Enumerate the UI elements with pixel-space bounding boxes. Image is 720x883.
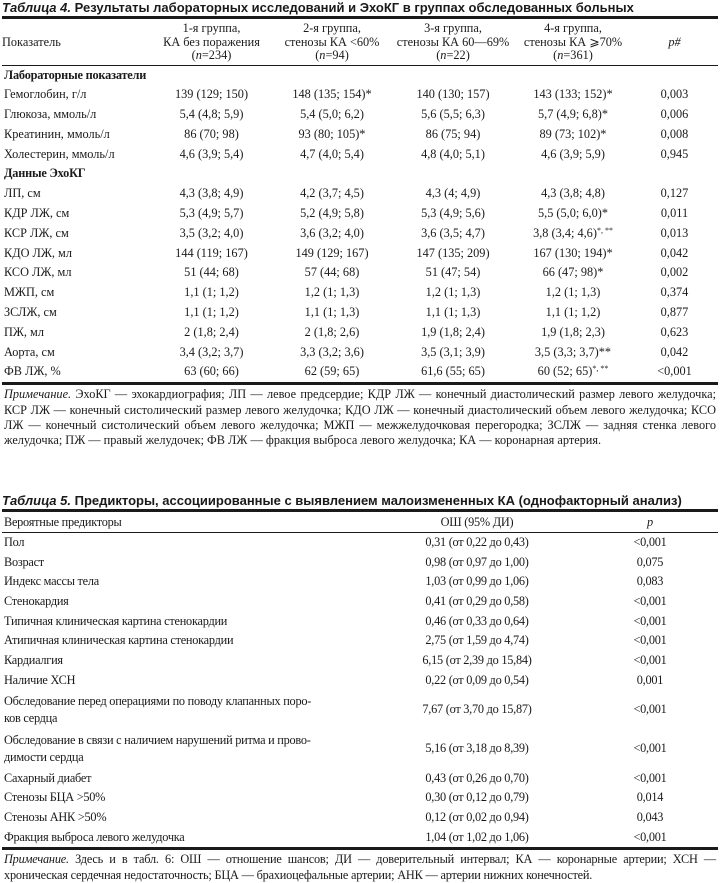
table4 [2, 16, 718, 385]
group1-label: 1-я группа, [182, 21, 241, 35]
p-value: 0,002 [660, 265, 689, 280]
predictor-name: Индекс массы тела [4, 574, 99, 589]
group4-label: 4-я группа, [544, 21, 602, 35]
table5-body [2, 532, 718, 848]
group3-value: 4,8 (4,0; 5,1) [421, 146, 485, 161]
group3-label: 3-я группа, [424, 21, 482, 35]
table4-row [2, 125, 718, 145]
indicator-name: Холестерин, ммоль/л [4, 146, 115, 161]
group1-value: 5,3 (4,9; 5,7) [179, 206, 244, 221]
group2-n-label: n [319, 48, 326, 62]
table4-header-row [2, 18, 718, 66]
group4-value: 1,2 (1; 1,3) [545, 285, 601, 300]
p-value: 0,014 [636, 790, 664, 805]
table5-row [2, 553, 718, 573]
p-value: 0,075 [636, 554, 664, 569]
table4-section-row [2, 65, 718, 85]
predictor-name-line2: димости сердца [4, 750, 84, 764]
table4-note [2, 387, 718, 449]
group3-value: 147 (135; 209) [416, 245, 490, 260]
group2-value: 3,6 (3,2; 4,0) [300, 225, 364, 240]
significance-mark: *, ** [592, 364, 609, 374]
table5-header-predictor: Вероятные предикторы [2, 510, 372, 532]
group1-value: 5,4 (4,8; 5,9) [179, 107, 244, 122]
p-value: 0,043 [636, 809, 664, 824]
table5-row [2, 592, 718, 612]
indicator-name: КДО ЛЖ, мл [4, 245, 72, 260]
odds-ratio: 1,03 (от 0,99 до 1,06) [425, 574, 529, 589]
predictor-name: Наличие ХСН [4, 672, 76, 687]
p-value: 0,003 [660, 87, 689, 102]
table5-caption [2, 493, 718, 508]
predictor-name-line1: Обследование в связи с наличием нарушений ритма и прово- [4, 732, 311, 747]
group2-value: 93 (80; 105)* [298, 126, 366, 141]
group3-value: 1,9 (1,8; 2,4) [421, 324, 485, 339]
table5-title: Предикторы, ассоциированные с выявлением малоизмененных КА (однофакторный анализ) [71, 492, 682, 508]
group4-value: 4,6 (3,9; 5,9) [541, 146, 605, 161]
predictor-name: Возраст [4, 554, 44, 569]
group4-desc: стенозы КА ⩾70% [523, 34, 623, 49]
p-value: <0,001 [633, 593, 667, 608]
table5 [2, 509, 718, 850]
group1-value: 139 (129; 150) [174, 87, 249, 102]
p-value: <0,001 [633, 534, 667, 549]
group1-value: 86 (70; 98) [184, 126, 239, 141]
group3-value: 5,3 (4,9; 5,6) [421, 206, 485, 221]
table4-header-indicator: Показатель [2, 18, 150, 66]
p-value: <0,001 [633, 653, 667, 668]
group3-value: 1,1 (1; 1,3) [425, 305, 481, 320]
indicator-name: Гемоглобин, г/л [4, 87, 87, 102]
table4-row [2, 224, 718, 244]
table5-row [2, 671, 718, 691]
predictor-name: Фракция выброса левого желудочка [2, 828, 372, 849]
group1-value: 3,5 (3,2; 4,0) [179, 225, 244, 240]
table4-caption [2, 0, 718, 15]
table4-row [2, 105, 718, 125]
predictor-name: Пол [4, 534, 25, 549]
group4-value: 89 (73; 102)* [539, 126, 607, 141]
table4-header-group2: 2-я группа, стенозы КА <60% (n=94) [273, 18, 391, 66]
table4-row [2, 343, 718, 363]
p-value: 0,877 [660, 305, 689, 320]
table4-section-row [2, 164, 718, 184]
odds-ratio: 2,75 (от 1,59 до 4,74) [425, 633, 529, 648]
odds-ratio: 0,30 (от 0,12 до 0,79) [425, 790, 529, 805]
p-value: 0,623 [660, 324, 689, 339]
group2-value: 5,2 (4,9; 5,8) [300, 206, 364, 221]
odds-ratio: 0,41 (от 0,29 до 0,58) [425, 593, 529, 608]
p-value: 0,006 [660, 107, 689, 122]
group4-n-label: n [557, 48, 564, 62]
group3-value: 3,6 (3,5; 4,7) [421, 225, 485, 240]
group4-value: 167 (130; 194)* [533, 245, 613, 260]
group1-value: 144 (119; 167) [175, 245, 248, 260]
table5-number: Таблица 5. [2, 492, 71, 508]
group1-n-label: n [195, 48, 202, 62]
group4-value: 5,7 (4,9; 6,8)* [537, 107, 609, 122]
group4-value: 3,5 (3,3; 3,7)** [534, 344, 612, 359]
indicator-name: ЗСЛЖ, см [4, 305, 57, 320]
odds-ratio: 5,16 (от 3,18 до 8,39) [425, 741, 529, 756]
indicator-name: Глюкоза, ммоль/л [4, 107, 97, 122]
group1-value: 4,6 (3,9; 5,4) [179, 146, 244, 161]
predictor-name: Кардиалгия [4, 653, 63, 668]
table4-row [2, 204, 718, 224]
table4-body [2, 65, 718, 384]
p-value: 0,083 [636, 574, 664, 589]
table5-header-or: ОШ (95% ДИ) [372, 510, 582, 532]
group3-value: 5,6 (5,5; 6,3) [421, 107, 485, 122]
p-value: 0,008 [660, 126, 689, 141]
group3-value: 3,5 (3,1; 3,9) [421, 344, 485, 359]
odds-ratio: 0,31 (от 0,22 до 0,43) [425, 534, 529, 549]
table4-header-group1: 1-я группа, КА без поражения (n=234) [150, 18, 273, 66]
group2-value: 1,1 (1; 1,3) [304, 305, 360, 320]
table5-row [2, 788, 718, 808]
odds-ratio: 1,04 (от 1,02 до 1,06) [372, 828, 582, 849]
group2-n-value: =94 [325, 48, 345, 62]
table5-note [2, 852, 718, 883]
table4-header-p: p# [631, 18, 718, 66]
p-value: 0,945 [660, 146, 689, 161]
indicator-name: ФВ ЛЖ, % [2, 362, 150, 383]
table5-row [2, 828, 718, 849]
group4-value: 4,3 (3,8; 4,8) [541, 186, 605, 201]
indicator-name: Креатинин, ммоль/л [4, 126, 110, 141]
group2-value: 5,4 (5,0; 6,2) [300, 107, 364, 122]
table4-title: Результаты лабораторных исследований и ЭхоКГ в группах обследованных больных [71, 0, 634, 15]
odds-ratio: 0,98 (от 0,97 до 1,00) [425, 554, 529, 569]
p-value: 0,001 [636, 672, 664, 687]
group2-value: 62 (59; 65) [273, 362, 391, 383]
table5-row [2, 691, 718, 730]
table4-row [2, 303, 718, 323]
indicator-name: Аорта, см [4, 344, 55, 359]
group1-value: 1,1 (1; 1,2) [184, 305, 239, 320]
group2-label: 2-я группа, [303, 21, 361, 35]
table5-row [2, 532, 718, 552]
group2-value: 57 (44; 68) [304, 265, 360, 280]
table5-row [2, 808, 718, 828]
table5-row [2, 572, 718, 592]
group1-desc: КА без поражения [163, 34, 260, 49]
predictor-name: Стенозы АНК >50% [4, 809, 107, 824]
group4-value [515, 362, 631, 383]
group2-value: 4,7 (4,0; 5,4) [300, 146, 364, 161]
table5-row [2, 651, 718, 671]
odds-ratio: 0,22 (от 0,09 до 0,54) [425, 672, 529, 687]
group3-value: 51 (47; 54) [425, 265, 481, 280]
group4-value: 1,1 (1; 1,2) [545, 305, 601, 320]
group2-value: 2 (1,8; 2,6) [304, 324, 360, 339]
group3-value: 86 (75; 94) [425, 126, 481, 141]
table4-row [2, 263, 718, 283]
table5-row [2, 631, 718, 651]
group4-n-value: =361 [563, 48, 589, 62]
predictor-name-line2: ков сердца [4, 711, 58, 725]
group3-desc: стенозы КА 60—69% [396, 34, 510, 49]
indicator-name: КСО ЛЖ, мл [4, 265, 72, 280]
group4-value-text: 3,8 (3,4; 4,6) [533, 225, 597, 240]
table5-note-label: Примечание. [4, 852, 69, 867]
table4-header-group3: 3-я группа, стенозы КА 60—69% (n=22) [391, 18, 515, 66]
predictor-name [2, 691, 372, 730]
table4-row [2, 244, 718, 264]
predictor-name: Атипичная клиническая картина стенокардии [4, 633, 234, 648]
table5-row [2, 769, 718, 789]
group4-value: 1,9 (1,8; 2,3) [541, 324, 605, 339]
group4-value: 143 (133; 152)* [533, 87, 613, 102]
odds-ratio: 0,12 (от 0,02 до 0,94) [425, 809, 529, 824]
significance-mark: *, ** [596, 225, 613, 235]
p-value: 0,042 [660, 344, 689, 359]
group2-value: 3,3 (3,2; 3,6) [300, 344, 364, 359]
p-value: <0,001 [633, 770, 667, 785]
group1-value: 2 (1,8; 2,4) [184, 324, 239, 339]
table4-header-group4: 4-я группа, стенозы КА ⩾70% (n=361) [515, 18, 631, 66]
section-title: Данные ЭхоКГ [4, 166, 86, 181]
group1-value: 63 (60; 66) [150, 362, 273, 383]
table4-row [2, 323, 718, 343]
group4-value: 5,5 (5,0; 6,0)* [537, 206, 609, 221]
p-value: 0,127 [660, 186, 689, 201]
group4-value-text: 60 (52; 65) [537, 364, 593, 379]
table4-note-text: ЭхоКГ — эхокардиография; ЛП — левое предсердие; КДР ЛЖ — конечный диастолический размер левого желудочка; КСР ЛЖ — конечный систолический размер левого желудочка; КДО ЛЖ — конечный диастолический объем левого желудочка; КСО ЛЖ — конечный систолический объем левого желудочка; МЖП — межжелудочковая перегородка; ЗСЛЖ — задняя стенка левого желудочка; ПЖ — правый желудочек; ФВ ЛЖ — фракция выброса левого желудочка; КА — коронарная артерия. [4, 387, 716, 448]
table4-note-label: Примечание. [4, 387, 72, 402]
table5-note-text: Здесь и в табл. 6: ОШ — отношение шансов; ДИ — доверительный интервал; КА — коронарные артерии; ХСН — хроническая сердечная недостаточность; БЦА — брахиоцефальные артерии; АНК — артерии нижних конечностей. [4, 852, 716, 882]
group1-n-value: =234 [201, 48, 228, 62]
group4-value: 66 (47; 98)* [542, 265, 604, 280]
group3-value: 140 (130; 157) [416, 87, 490, 102]
table4-row [2, 184, 718, 204]
group2-desc: стенозы КА <60% [284, 34, 380, 49]
predictor-name: Сахарный диабет [4, 770, 92, 785]
predictor-name-line1: Обследование перед операциями по поводу клапанных поро- [4, 693, 312, 708]
group3-n-label: n [440, 48, 447, 62]
group3-n-value: =22 [446, 48, 466, 62]
p-value: <0,001 [582, 828, 718, 849]
table4-row [2, 362, 718, 383]
odds-ratio: 6,15 (от 2,39 до 15,84) [422, 653, 532, 668]
p-value: <0,001 [633, 702, 667, 717]
group3-value: 61,6 (55; 65) [391, 362, 515, 383]
table5-row [2, 612, 718, 632]
indicator-name: КДР ЛЖ, см [4, 206, 70, 221]
table4-number: Таблица 4. [2, 0, 71, 15]
predictor-name: Стенозы БЦА >50% [4, 790, 106, 805]
group1-value: 4,3 (3,8; 4,9) [179, 186, 244, 201]
p-value: <0,001 [633, 613, 667, 628]
group2-value: 1,2 (1; 1,3) [304, 285, 360, 300]
p-value: 0,011 [660, 206, 689, 221]
p-value: <0,001 [631, 362, 718, 383]
group4-value [515, 224, 631, 244]
table4-row [2, 283, 718, 303]
odds-ratio: 7,67 (от 3,70 до 15,87) [422, 702, 532, 717]
table5-row [2, 730, 718, 769]
p-value: 0,374 [660, 285, 689, 300]
table4-row [2, 85, 718, 105]
group1-value: 1,1 (1; 1,2) [184, 285, 239, 300]
table5-header-p: p [582, 510, 718, 532]
p-value: <0,001 [633, 633, 667, 648]
group1-value: 51 (44; 68) [184, 265, 239, 280]
indicator-name: ЛП, см [4, 186, 41, 201]
table4-row [2, 145, 718, 165]
group3-value: 4,3 (4; 4,9) [425, 186, 481, 201]
indicator-name: МЖП, см [4, 285, 55, 300]
group2-value: 148 (135; 154)* [292, 87, 372, 102]
group2-value: 4,2 (3,7; 4,5) [300, 186, 364, 201]
odds-ratio: 0,43 (от 0,26 до 0,70) [425, 770, 529, 785]
p-value: 0,042 [660, 245, 689, 260]
p-value: 0,013 [660, 225, 689, 240]
group1-value: 3,4 (3,2; 3,7) [179, 344, 244, 359]
group2-value: 149 (129; 167) [295, 245, 369, 260]
section-title: Лабораторные показатели [4, 67, 147, 82]
predictor-name: Стенокардия [4, 593, 69, 608]
table5-header-row [2, 510, 718, 532]
odds-ratio: 0,46 (от 0,33 до 0,64) [425, 613, 529, 628]
p-value: <0,001 [633, 741, 667, 756]
indicator-name: ПЖ, мл [4, 324, 44, 339]
indicator-name: КСР ЛЖ, см [4, 225, 69, 240]
predictor-name [2, 730, 372, 769]
predictor-name: Типичная клиническая картина стенокардии [4, 613, 228, 628]
group3-value: 1,2 (1; 1,3) [425, 285, 481, 300]
